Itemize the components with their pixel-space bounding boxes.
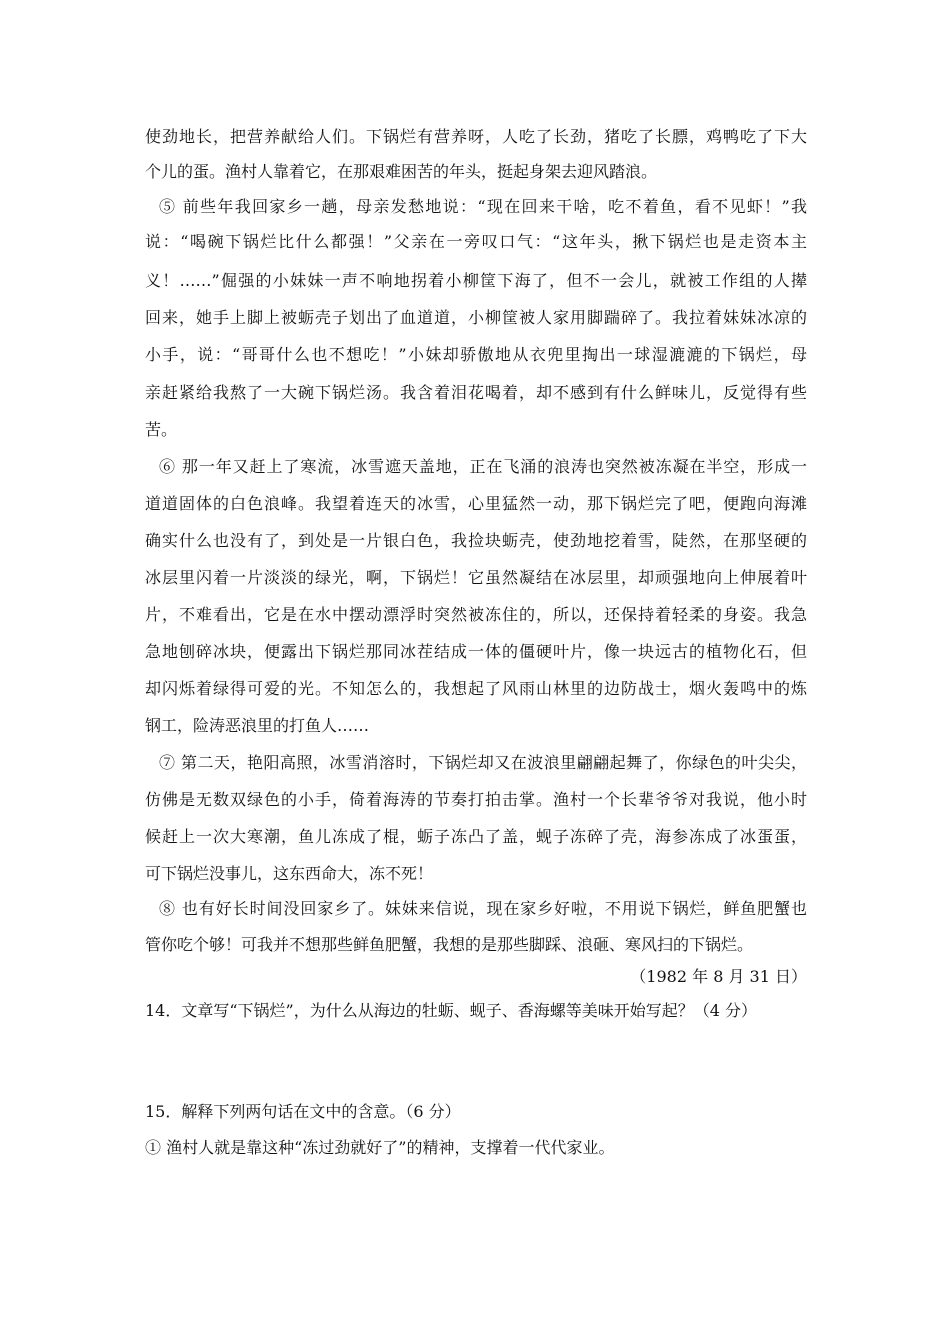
article-line: 冰层里闪着一片淡淡的绿光，啊，下锅烂！它虽然凝结在冰层里，却顽强地向上伸展着叶 bbox=[145, 568, 807, 587]
article-line: 说：“喝碗下锅烂比什么都强！”父亲在一旁叹口气：“这年头，揪下锅烂也是走资本主 bbox=[145, 232, 807, 251]
article-line: 苦。 bbox=[145, 420, 178, 439]
article-line: 小手，说：“哥哥什么也不想吃！”小妹却骄傲地从衣兜里掏出一球湿漉漉的下锅烂，母 bbox=[145, 345, 807, 364]
article-line: 亲赶紧给我熬了一大碗下锅烂汤。我含着泪花喝着，却不感到有什么鲜味儿，反觉得有些 bbox=[145, 383, 807, 402]
article-line: 道道固体的白色浪峰。我望着连天的冰雪，心里猛然一动，那下锅烂完了吧，便跑向海滩 bbox=[145, 494, 807, 513]
article-date: （1982 年 8 月 31 日） bbox=[630, 967, 807, 986]
article-line: 钢工，险涛恶浪里的打鱼人…… bbox=[145, 716, 370, 735]
article-line: 个儿的蛋。渔村人靠着它，在那艰难困苦的年头，挺起身架去迎风踏浪。 bbox=[145, 162, 658, 181]
article-line: ⑥ 那一年又赶上了寒流，冰雪遮天盖地，正在飞涌的浪涛也突然被冻凝在半空，形成一 bbox=[159, 457, 807, 476]
question-15-item-1: ① 渔村人就是靠这种“冻过劲就好了”的精神，支撑着一代代家业。 bbox=[145, 1138, 615, 1157]
article-line: 仿佛是无数双绿色的小手，倚着海涛的节奏打拍击掌。渔村一个长辈爷爷对我说，他小时 bbox=[145, 790, 807, 809]
article-line: ⑤ 前些年我回家乡一趟，母亲发愁地说：“现在回来干啥，吃不着鱼，看不见虾！”我 bbox=[159, 197, 807, 216]
article-line: 管你吃个够！可我并不想那些鲜鱼肥蟹，我想的是那些脚踩、浪砸、寒风扫的下锅烂。 bbox=[145, 935, 754, 954]
article-line: 使劲地长，把营养献给人们。下锅烂有营养呀，人吃了长劲，猪吃了长膘，鸡鸭吃了下大 bbox=[145, 127, 807, 146]
question-15: 15．解释下列两句话在文中的含意。（6 分） bbox=[145, 1102, 461, 1121]
article-line: 回来，她手上脚上被蛎壳子划出了血道道，小柳筐被人家用脚踹碎了。我拉着妹妹冰凉的 bbox=[145, 308, 807, 327]
question-14: 14．文章写“下锅烂”，为什么从海边的牡蛎、蚬子、香海螺等美味开始写起？（4 分） bbox=[145, 1001, 757, 1020]
article-line: ⑧ 也有好长时间没回家乡了。妹妹来信说，现在家乡好啦，不用说下锅烂，鲜鱼肥蟹也 bbox=[159, 899, 807, 918]
article-line: 可下锅烂没事儿，这东西命大，冻不死！ bbox=[145, 864, 434, 883]
article-line: 候赶上一次大寒潮，鱼儿冻成了棍，蛎子冻凸了盖，蚬子冻碎了壳，海参冻成了冰蛋蛋， bbox=[145, 827, 807, 846]
article-line: 确实什么也没有了，到处是一片银白色，我捡块蛎壳，使劲地挖着雪，陡然，在那坚硬的 bbox=[145, 531, 807, 550]
article-line: 急地刨碎冰块，便露出下锅烂那同冰茬结成一体的僵硬叶片，像一块远古的植物化石，但 bbox=[145, 642, 807, 661]
article-line: 片，不难看出，它是在水中摆动漂浮时突然被冻住的，所以，还保持着轻柔的身姿。我急 bbox=[145, 605, 807, 624]
article-line: 义！……”倔强的小妹妹一声不响地拐着小柳筐下海了，但不一会儿，就被工作组的人撵 bbox=[145, 271, 807, 290]
article-line: 却闪烁着绿得可爱的光。不知怎么的，我想起了风雨山林里的边防战士，烟火轰鸣中的炼 bbox=[145, 679, 807, 698]
article-line: ⑦ 第二天，艳阳高照，冰雪消溶时，下锅烂却又在波浪里翩翩起舞了，你绿色的叶尖尖， bbox=[159, 753, 807, 772]
